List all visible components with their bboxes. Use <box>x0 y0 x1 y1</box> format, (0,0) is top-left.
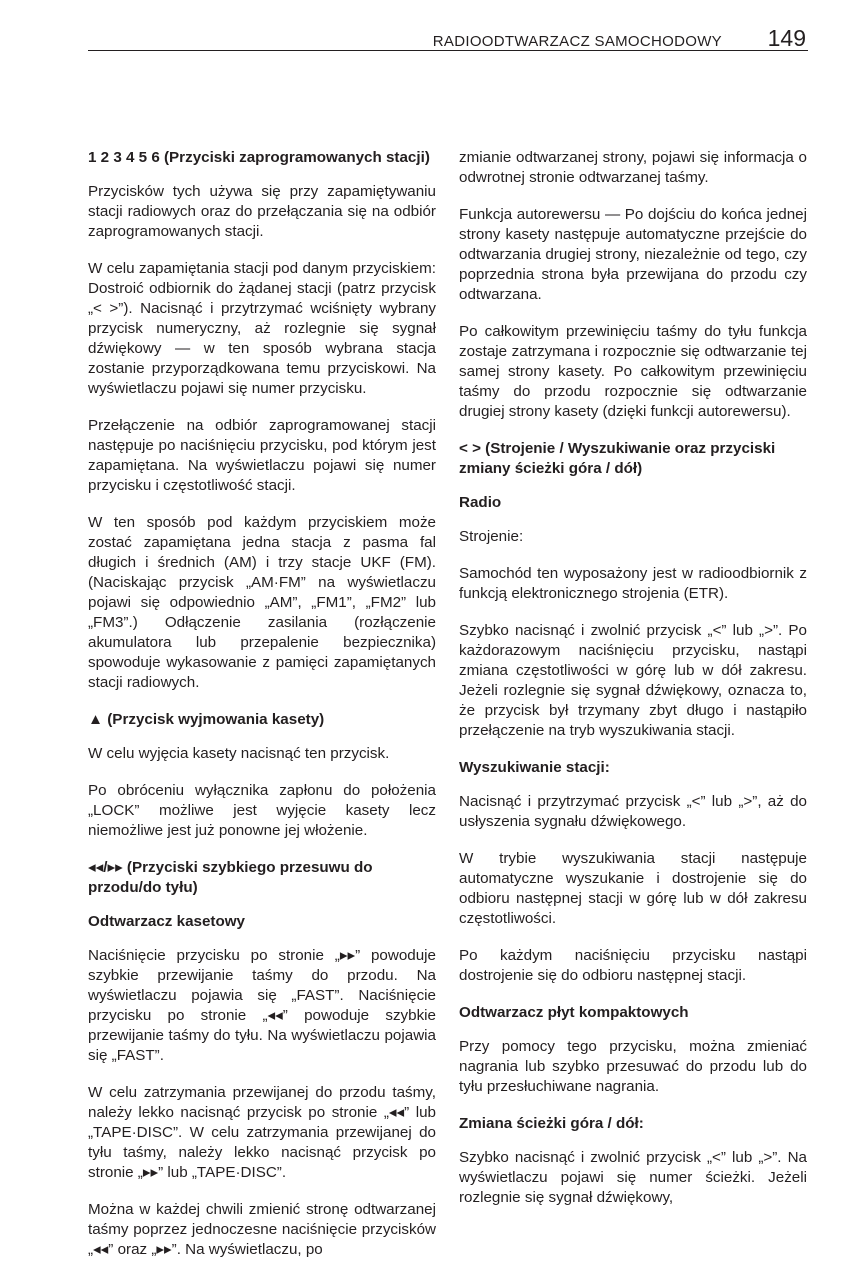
paragraph: Naciśnięcie przycisku po stronie „▸▸” powoduje szybkie przewijanie taśmy do przodu. Na wyświetlaczu pojawia się „FAST”. Naciśnięcie przycisku po stronie „◂◂” powoduje szybkie przewijanie taśmy do tyłu. Na wyświetlaczu pojawia się „FAST”. <box>88 947 436 1064</box>
paragraph: Przycisków tych używa się przy zapamiętywaniu stacji radiowych oraz do przełączania się na odbiór zaprogramowanych stacji. <box>88 183 436 240</box>
paragraph: Po całkowitym przewinięciu taśmy do tyłu funkcja zostaje zatrzymana i rozpocznie się odtwarzanie tej samej strony kasety. Po całkowitym przewinięciu taśmy do przodu rozpocznie się odtwarzanie drugiej strony kasety (dzięki funkcji autorewersu). <box>459 323 807 420</box>
paragraph: Przełączenie na odbiór zaprogramowanej stacji następuje po naciśnięciu przycisku, pod którym jest zapamiętana. Na wyświetlaczu pojawi się numer przycisku i częstotliwość stacji. <box>88 417 436 494</box>
heading-tuning-seek: < > (Strojenie / Wyszukiwanie oraz przyciski zmiany ścieżki góra / dół) <box>459 440 776 477</box>
paragraph: W ten sposób pod każdym przyciskiem może zostać zapamiętana jedna stacja z pasma fal długich i średnich (AM) i trzy stacje UKF (FM). (Naciskając przycisk „AM·FM” na wyświetlaczu pojawi się odpowiednio „AM”, „FM1”, „FM2” lub „FM3”.) Odłączenie zasilania (rozłączenie akumulatora lub przepalenie bezpiecznika) spowoduje wykasowanie z pamięci zapamiętanych stacji radiowych. <box>88 514 436 691</box>
left-column <box>88 148 436 1277</box>
paragraph: Można w każdej chwili zmienić stronę odtwarzanej taśmy poprzez jednoczesne naciśnięcie przycisków „◂◂” oraz „▸▸”. Na wyświetlaczu, po <box>88 1201 436 1258</box>
paragraph: Samochód ten wyposażony jest w radioodbiornik z funkcją elektronicznego strojenia (ETR). <box>459 565 807 602</box>
heading-eject-button: ▲ (Przycisk wyjmowania kasety) <box>88 711 325 728</box>
paragraph: zmianie odtwarzanej strony, pojawi się informacja o odwrotnej stronie odtwarzanej taśmy. <box>459 149 807 186</box>
paragraph: Funkcja autorewersu — Po dojściu do końca jednej strony kasety następuje automatyczne przejście do odtwarzania drugiej strony, niezależnie od tego, czy poprzednia strona była przewijana do przodu czy odtwarzana. <box>459 206 807 303</box>
heading-radio: Radio <box>459 494 502 511</box>
paragraph: W celu zapamiętania stacji pod danym przyciskiem: Dostroić odbiornik do żądanej stacji (patrz przycisk „< >”). Nacisnąć i przytrzymać wciśnięty wybrany przycisk numeryczny, aż rozlegnie się sygnał dźwiękowy — w ten sposób wybrana stacja zostanie przyporządkowana temu przyciskowi. Na wyświetlaczu pojawi się numer przycisku. <box>88 260 436 397</box>
heading-track-change: Zmiana ścieżki góra / dół: <box>459 1115 644 1132</box>
heading-cd-player: Odtwarzacz płyt kompaktowych <box>459 1004 689 1021</box>
paragraph: Po obróceniu wyłącznika zapłonu do położenia „LOCK” możliwe jest wyjęcie kasety lecz niemożliwe jest już ponowne jej włożenie. <box>88 782 436 839</box>
paragraph: W celu zatrzymania przewijanej do przodu taśmy, należy lekko nacisnąć przycisk po stronie „◂◂” lub „TAPE·DISC”. W celu zatrzymania przewijanej do tyłu taśmy, należy lekko nacisnąć przycisk po stronie „▸▸” lub „TAPE·DISC”. <box>88 1084 436 1181</box>
page-number: 149 <box>767 25 806 51</box>
paragraph: Po każdym naciśnięciu przycisku nastąpi dostrojenie się do odbioru następnej stacji. <box>459 947 807 984</box>
section-title: RADIOODTWARZACZ SAMOCHODOWY <box>432 33 722 50</box>
heading-preset-buttons: 1 2 3 4 5 6 (Przyciski zaprogramowanych stacji) <box>88 149 430 166</box>
paragraph: Nacisnąć i przytrzymać przycisk „<” lub „>”, aż do usłyszenia sygnału dźwiękowego. <box>459 793 807 830</box>
heading-fast-forward-rewind: ◂◂/▸▸ (Przyciski szybkiego przesuwu do przodu/do tyłu) <box>88 859 373 896</box>
header-rule <box>88 50 808 51</box>
paragraph: Strojenie: <box>459 528 524 545</box>
page-header <box>88 0 808 54</box>
paragraph: W trybie wyszukiwania stacji następuje automatyczne wyszukanie i dostrojenie się do odbioru następnej stacji w górę lub w dół zakresu częstotliwości. <box>459 850 807 927</box>
heading-cassette-player: Odtwarzacz kasetowy <box>88 913 245 930</box>
paragraph: W celu wyjęcia kasety nacisnąć ten przycisk. <box>88 745 390 762</box>
paragraph: Szybko nacisnąć i zwolnić przycisk „<” lub „>”. Na wyświetlaczu pojawi się numer ścieżki. Jeżeli rozlegnie się sygnał dźwiękowy, <box>459 1149 807 1206</box>
heading-station-search: Wyszukiwanie stacji: <box>459 759 610 776</box>
paragraph: Przy pomocy tego przycisku, można zmieniać nagrania lub szybko przesuwać do przodu lub do tyłu przesłuchiwane nagrania. <box>459 1038 807 1095</box>
right-column <box>459 148 807 1225</box>
paragraph: Szybko nacisnąć i zwolnić przycisk „<” lub „>”. Po każdorazowym naciśnięciu przycisku, nastąpi zmiana częstotliwości w górę lub w dół zakresu. Jeżeli rozlegnie się sygnał dźwiękowy, oznacza to, że przycisk był trzymany zbyt długo i nastąpiło przełączenie na tryb wyszukiwania stacji. <box>459 622 807 739</box>
